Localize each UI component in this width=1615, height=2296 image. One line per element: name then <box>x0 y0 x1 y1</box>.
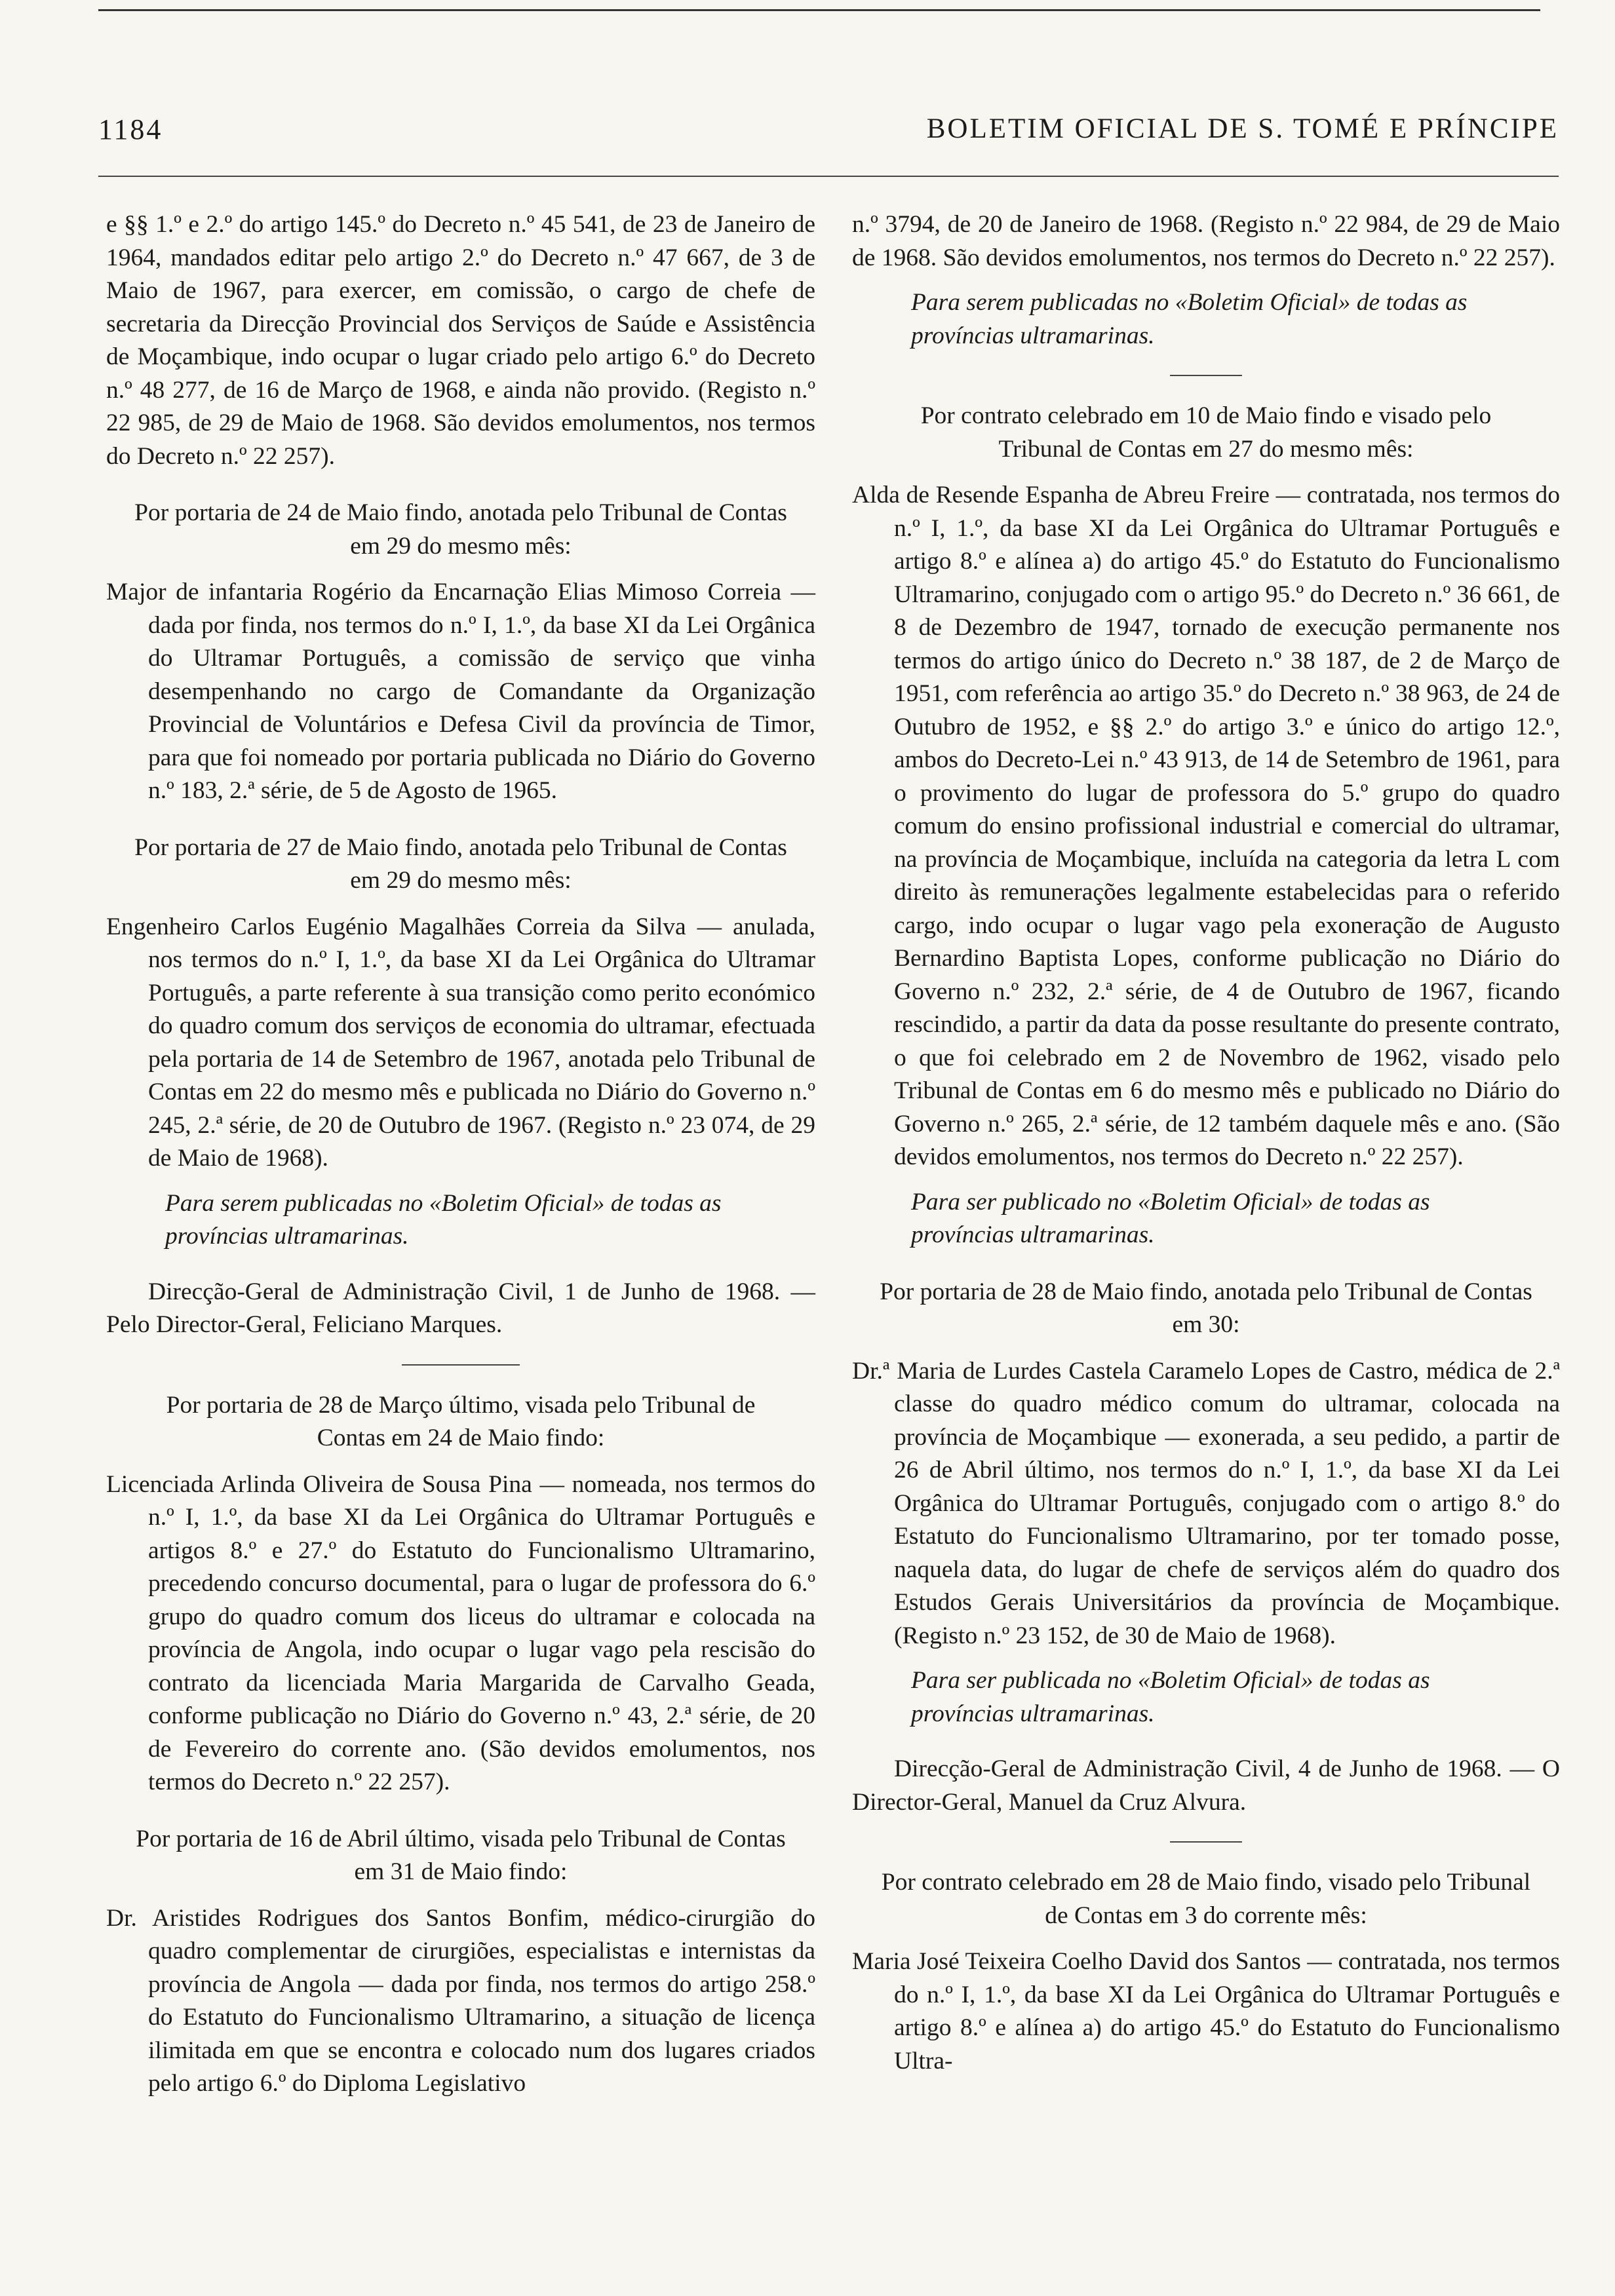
appointment-entry: Dr. Aristides Rodrigues dos Santos Bonfim, médico-cirurgião do quadro complementar de cirurgiões, especialistas e internistas da província de Angola — dada por finda, nos termos do artigo 258.º do Estatuto do Funcionalismo Ultramarino, a situação de licença ilimitada em que se encontra e colocado num dos lugares criados pelo artigo 6.º do Diploma Legislativo <box>106 1904 815 2097</box>
portaria-intro: Por portaria de 28 de Maio findo, anotada pelo Tribunal de Contas em 30: <box>880 1278 1532 1338</box>
page-number: 1184 <box>98 113 163 145</box>
section-separator <box>402 1364 520 1366</box>
appointment-entry: Dr.ª Maria de Lurdes Castela Caramelo Lopes de Castro, médica de 2.ª classe do quadro médico comum do ultramar, colocada na província de Moçambique — exonerada, a seu pedido, a partir de 26 de Abril último, nos termos do n.º I, 1.º, da base XI da Lei Orgânica do Ultramar Português, conjugado com o artigo 8.º do Estatuto do Funcionalismo Ultramarino, por ter tomado posse, naquela data, do lugar de chefe de serviços além do quadro dos Estudos Gerais Universitários da província de Moçambique. (Registo n.º 23 152, de 30 de Maio de 1968). <box>852 1357 1560 1649</box>
publication-note: Para ser publicada no «Boletim Oficial» de todas as províncias ultramarinas. <box>911 1667 1430 1727</box>
section-separator <box>1170 1841 1242 1843</box>
appointment-entry: Licenciada Arlinda Oliveira de Sousa Pina — nomeada, nos termos do n.º I, 1.º, da base XI da Lei Orgânica do Ultramar Português e artigos 8.º e 27.º do Estatuto do Funcionalismo Ultramarino, precedendo concurso documental, para o lugar de professora do 6.º grupo do quadro comum dos liceus do ultramar e colocada na província de Angola, indo ocupar o lugar vago pela rescisão do contrato da licenciada Maria Margarida de Carvalho Geada, conforme publicação no Diário do Governo n.º 43, 2.ª série, de 20 de Fevereiro do corrente ano. (São devidos emolumentos, nos termos do Decreto n.º 22 257). <box>106 1470 815 1795</box>
left-column <box>106 208 815 2103</box>
section-separator <box>1170 375 1242 376</box>
directorate-signoff: Direcção-Geral de Administração Civil, 4 de Junho de 1968. — O Director-Geral, Manuel da Cruz Alvura. <box>852 1755 1560 1816</box>
portaria-intro: Por portaria de 28 de Março último, visada pelo Tribunal de Contas em 24 de Maio findo: <box>166 1391 756 1451</box>
continued-paragraph: e §§ 1.º e 2.º do artigo 145.º do Decreto n.º 45 541, de 23 de Janeiro de 1964, mandados editar pelo artigo 2.º do Decreto n.º 47 667, de 3 de Maio de 1967, para exercer, em comissão, o cargo de chefe de secretaria da Direcção Provincial dos Serviços de Saúde e Assistência de Moçambique, indo ocupar o lugar criado pelo artigo 6.º do Decreto n.º 48 277, de 16 de Março de 1968, e ainda não provido. (Registo n.º 22 985, de 29 de Maio de 1968. São devidos emolumentos, nos termos do Decreto n.º 22 257). <box>106 211 815 470</box>
header-rule <box>98 176 1559 177</box>
top-edge-rule <box>98 9 1540 11</box>
portaria-intro: Por portaria de 16 de Abril último, visada pelo Tribunal de Contas em 31 de Maio findo: <box>136 1825 786 1885</box>
publication-note: Para ser publicado no «Boletim Oficial» de todas as províncias ultramarinas. <box>911 1188 1430 1248</box>
contract-intro: Por contrato celebrado em 28 de Maio findo, visado pelo Tribunal de Contas em 3 do corrente mês: <box>881 1869 1531 1929</box>
appointment-entry: Maria José Teixeira Coelho David dos Santos — contratada, nos termos do n.º I, 1.º, da base XI da Lei Orgânica do Ultramar Português e artigo 8.º e alínea a) do artigo 45.º do Estatuto do Funcionalismo Ultra- <box>852 1948 1560 2075</box>
appointment-entry: Alda de Resende Espanha de Abreu Freire — contratada, nos termos do n.º I, 1.º, da base XI da Lei Orgânica do Ultramar Português e artigo 8.º e alínea a) do artigo 45.º do Estatuto do Funcionalismo Ultramarino, conjugado com o artigo 95.º do Decreto n.º 36 661, de 8 de Dezembro de 1947, tornado de execução permanente nos termos do artigo único do Decreto n.º 38 187, de 2 de Março de 1951, com referência ao artigo 35.º do Decreto n.º 38 963, de 24 de Outubro de 1952, e §§ 2.º do artigo 3.º e único do artigo 12.º, ambos do Decreto-Lei n.º 43 913, de 14 de Setembro de 1961, para o provimento do lugar de professora do 5.º grupo do quadro comum do ensino profissional industrial e comercial do ultramar, na província de Moçambique, incluída na categoria da letra L com direito às remunerações legalmente estabelecidas para o referido cargo, indo ocupar o lugar vago pela exoneração de Augusto Bernardino Baptista Lopes, conforme publicação no Diário do Governo n.º 232, 2.ª série, de 4 de Outubro de 1967, ficando rescindido, a partir da data da posse resultante do presente contrato, o que foi celebrado em 2 de Novembro de 1962, visado pelo Tribunal de Contas em 6 do mesmo mês e publicado no Diário do Governo n.º 265, 2.ª série, de 12 também daquele mês e ano. (São devidos emolumentos, nos termos do Decreto n.º 22 257). <box>852 482 1560 1170</box>
appointment-entry: Major de infantaria Rogério da Encarnação Elias Mimoso Correia — dada por finda, nos termos do n.º I, 1.º, da base XI da Lei Orgânica do Ultramar Português, a comissão de serviço que vinha desempenhando no cargo de Comandante da Organização Provincial de Voluntários e Defesa Civil da província de Timor, para que foi nomeado por portaria publicada no Diário do Governo n.º 183, 2.ª série, de 5 de Agosto de 1965. <box>106 579 815 804</box>
contract-intro: Por contrato celebrado em 10 de Maio findo e visado pelo Tribunal de Contas em 27 do mesmo mês: <box>920 402 1492 463</box>
publication-note: Para serem publicadas no «Boletim Oficial» de todas as províncias ultramarinas. <box>165 1189 722 1250</box>
directorate-signoff: Direcção-Geral de Administração Civil, 1 de Junho de 1968. — Pelo Director-Geral, Feliciano Marques. <box>106 1278 815 1338</box>
right-column <box>852 208 1560 2080</box>
continued-paragraph: n.º 3794, de 20 de Janeiro de 1968. (Registo n.º 22 984, de 29 de Maio de 1968. São devidos emolumentos, nos termos do Decreto n.º 22 257). <box>852 211 1560 271</box>
running-title: BOLETIM OFICIAL DE S. TOMÉ E PRÍNCIPE <box>926 113 1559 144</box>
appointment-entry: Engenheiro Carlos Eugénio Magalhães Correia da Silva — anulada, nos termos do n.º I, 1.º, da base XI da Lei Orgânica do Ultramar Português, a parte referente à sua transição como perito económico do quadro comum dos serviços de economia do ultramar, efectuada pela portaria de 14 de Setembro de 1967, anotada pelo Tribunal de Contas em 22 do mesmo mês e publicada no Diário do Governo n.º 245, 2.ª série, de 20 de Outubro de 1967. (Registo n.º 23 074, de 29 de Maio de 1968). <box>106 913 815 1172</box>
publication-note: Para serem publicadas no «Boletim Oficial» de todas as províncias ultramarinas. <box>911 289 1468 349</box>
portaria-intro: Por portaria de 27 de Maio findo, anotada pelo Tribunal de Contas em 29 do mesmo mês: <box>134 833 787 894</box>
portaria-intro: Por portaria de 24 de Maio findo, anotada pelo Tribunal de Contas em 29 do mesmo mês: <box>134 499 787 560</box>
